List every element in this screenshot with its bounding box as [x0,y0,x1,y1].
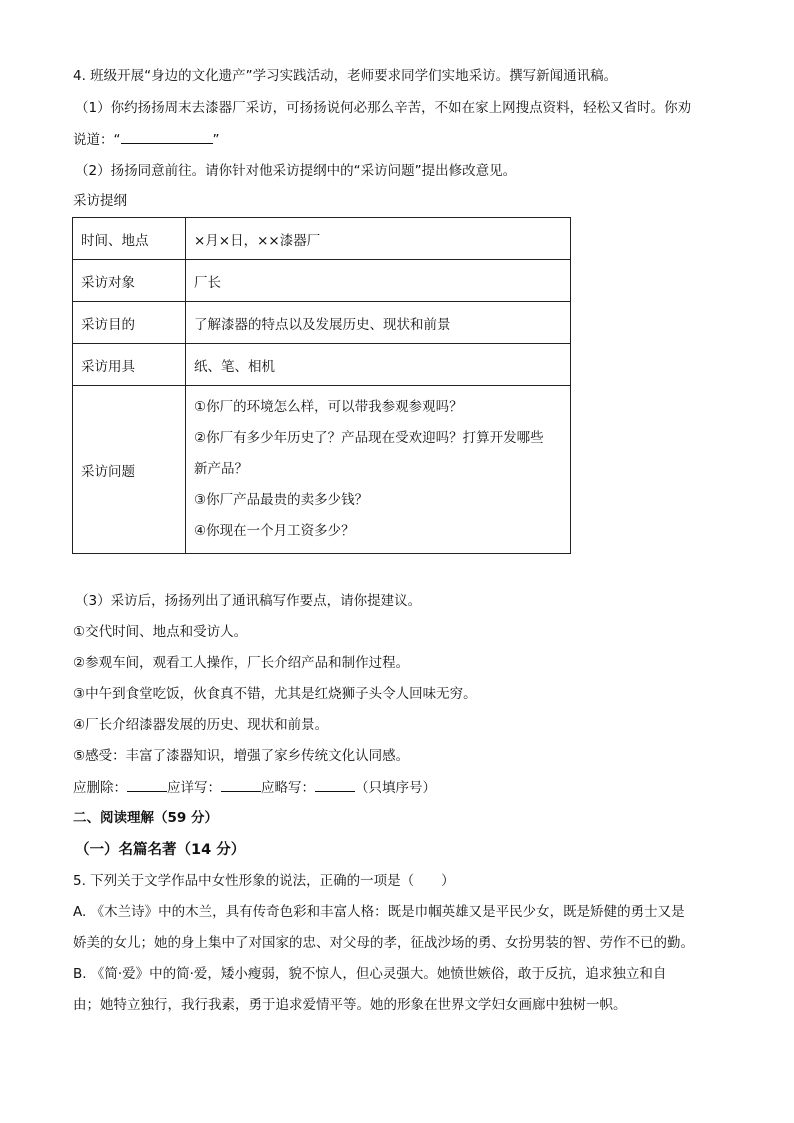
questions-cell [186,386,571,554]
fill-in-line [73,777,436,798]
row-value: 厂长 [186,260,571,302]
row-label: 采访对象 [73,260,186,302]
row-label: 采访用具 [73,344,186,386]
delete-label: 应删除： [73,780,127,796]
q5-option-b-line1: B. 《简·爱》中的简·爱，矮小瘦弱，貌不惊人，但心灵强大。她愤世嫉俗，敢于反抗，追求独立和自 [73,966,667,982]
question-item: ①你厂的环境怎么样，可以带我参观参观吗？ [194,399,463,415]
table-row [73,302,571,344]
answer-blank [121,129,213,144]
row-value: 了解漆器的特点以及发展历史、现状和前景 [186,302,571,344]
q4-part2: （2）扬扬同意前往。请你针对他采访提纲中的“采访问题”提出修改意见。 [75,163,517,179]
table-row [73,218,571,260]
q4-part3: （3）采访后，扬扬列出了通讯稿写作要点，请你提建议。 [75,593,422,609]
point-item: ②参观车间，观看工人操作，厂长介绍产品和制作过程。 [73,655,410,671]
question-item: ④你现在一个月工资多少？ [194,523,355,539]
question-item: 新产品？ [194,461,248,477]
question-item: ③你厂产品最贵的卖多少钱？ [194,492,369,508]
subsection-heading: （一）名篇名著（14 分） [75,842,246,858]
answer-blank [127,777,167,792]
q4-part1-line2 [73,129,220,150]
row-label: 采访目的 [73,302,186,344]
point-item: ①交代时间、地点和受访人。 [73,624,248,640]
q4-part1-open: 说道：“ [73,132,121,148]
point-item: ⑤感受：丰富了漆器知识，增强了家乡传统文化认同感。 [73,748,410,764]
row-value: 纸、笔、相机 [186,344,571,386]
question-item: ②你厂有多少年历史了？产品现在受欢迎吗？打算开发哪些 [194,430,544,446]
point-item: ③中午到食堂吃饭，伙食真不错，尤其是红烧狮子头令人回味无穷。 [73,686,477,702]
q5-option-a-line1: A. 《木兰诗》中的木兰，具有传奇色彩和丰富人格：既是巾帼英雄又是平民少女，既是矫健的勇士又是 [73,904,685,920]
table-row [73,260,571,302]
table-title: 采访提纲 [73,193,127,209]
point-item: ④厂长介绍漆器发展的历史、现状和前景。 [73,717,329,733]
q5-option-a-line2: 娇美的女儿；她的身上集中了对国家的忠、对父母的孝，征战沙场的勇、女扮男装的智、劳作不已的勤。 [73,935,694,951]
row-label: 采访问题 [73,386,186,554]
q5-stem: 5. 下列关于文学作品中女性形象的说法，正确的一项是（ ） [73,873,455,889]
answer-blank [221,777,261,792]
table-row-questions [73,386,571,554]
brief-label: 应略写： [261,780,315,796]
interview-outline-table [72,217,571,554]
section-heading: 二、阅读理解（59 分） [73,810,218,826]
q4-stem: 4. 班级开展“身边的文化遗产”学习实践活动，老师要求同学们实地采访。撰写新闻通讯稿。 [73,68,618,84]
row-value: ×月×日，××漆器厂 [186,218,571,260]
fill-note: （只填序号） [355,780,436,796]
detail-label: 应详写： [167,780,221,796]
table-row [73,344,571,386]
q4-part1-line1: （1）你约扬扬周末去漆器厂采访，可扬扬说何必那么辛苦，不如在家上网搜点资料，轻松又省时。你劝 [75,100,692,116]
answer-blank [315,777,355,792]
q4-part1-close: ” [212,132,220,148]
q5-option-b-line2: 由；她特立独行，我行我素，勇于追求爱情平等。她的形象在世界文学妇女画廊中独树一帜。 [73,997,627,1013]
row-label: 时间、地点 [73,218,186,260]
